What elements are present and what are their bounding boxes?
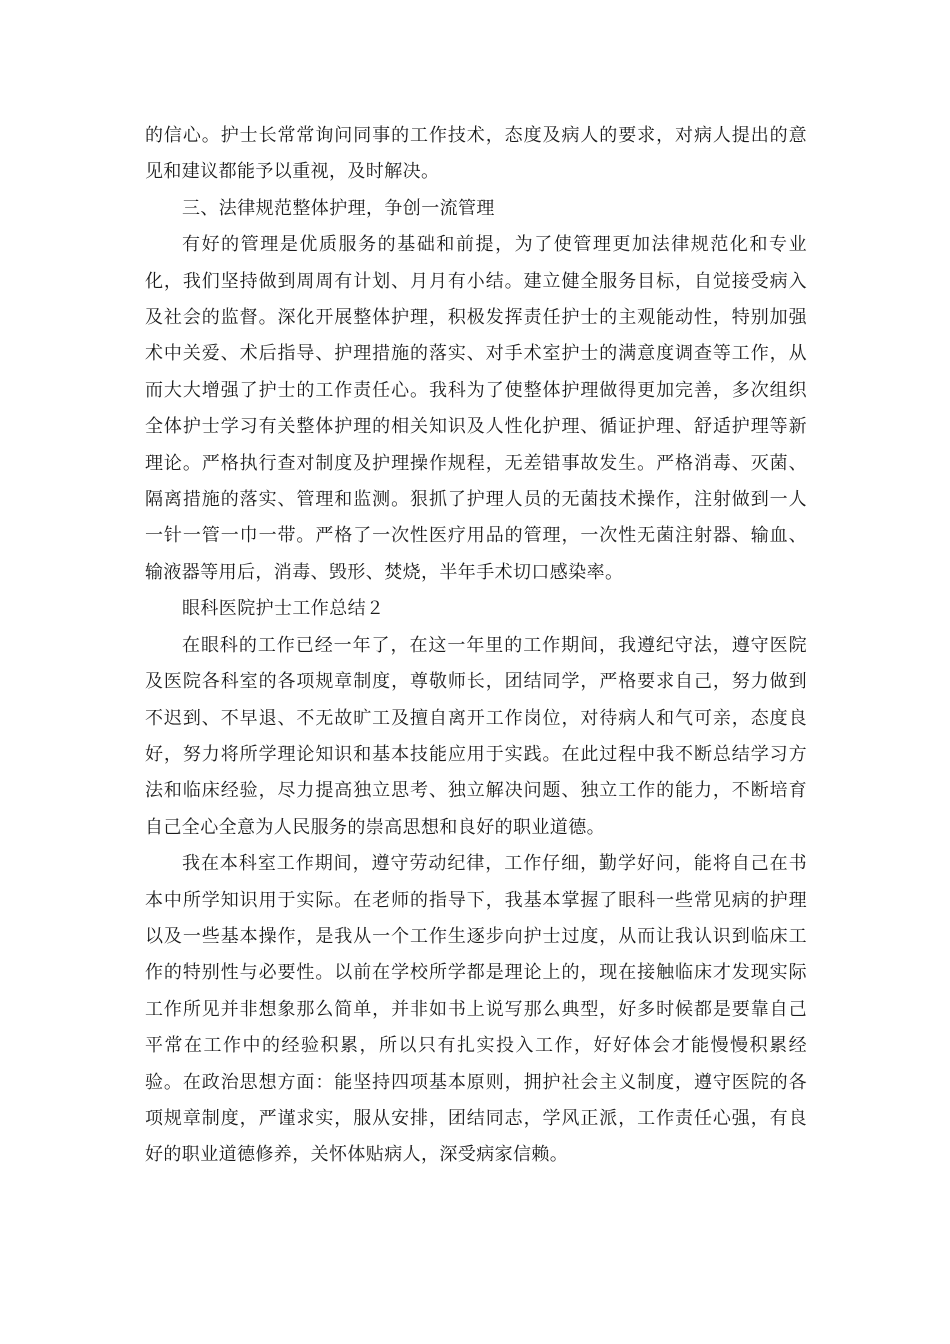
paragraph: 在眼科的工作已经一年了，在这一年里的工作期间，我遵纪守法，遵守医院及医院各科室的各项规章制度，尊敬师长，团结同学，严格要求自己，努力做到不迟到、不早退、不无故旷工及擅自离开工作岗位，对待病人和气可亲，态度良好，努力将所学理论知识和基本技能应用于实践。在此过程中我不断总结学习方法和临床经验，尽力提高独立思考、独立解决问题、独立工作的能力，不断培育自己全心全意为人民服务的崇高思想和良好的职业道德。 xyxy=(145,634,807,838)
document-body xyxy=(145,118,807,1174)
section-heading: 三、法律规范整体护理，争创一流管理 xyxy=(182,197,495,219)
paragraph-continued: 的信心。护士长常常询问同事的工作技术，态度及病人的要求，对病人提出的意见和建议都能予以重视，及时解决。 xyxy=(145,125,807,183)
paragraph: 有好的管理是优质服务的基础和前提，为了使管理更加法律规范化和专业化，我们坚持做到周周有计划、月月有小结。建立健全服务目标，自觉接受病入及社会的监督。深化开展整体护理，积极发挥责任护士的主观能动性，特别加强术中关爱、术后指导、护理措施的落实、对手术室护士的满意度调查等工作，从而大大增强了护士的工作责任心。我科为了使整体护理做得更加完善，多次组织全体护士学习有关整体护理的相关知识及人性化护理、循证护理、舒适护理等新理论。严格执行查对制度及护理操作规程，无差错事故发生。严格消毒、灭菌、隔离措施的落实、管理和监测。狠抓了护理人员的无菌技术操作，注射做到一人一针一管一巾一带。严格了一次性医疗用品的管理，一次性无菌注射器、输血、输液器等用后，消毒、毁形、焚烧，半年手术切口感染率。 xyxy=(145,234,807,583)
document-title: 眼科医院护士工作总结２ xyxy=(182,598,385,620)
paragraph: 我在本科室工作期间，遵守劳动纪律，工作仔细，勤学好问，能将自己在书本中所学知识用于实际。在老师的指导下，我基本掌握了眼科一些常见病的护理以及一些基本操作，是我从一个工作生逐步向护士过度，从而让我认识到临床工作的特别性与必要性。以前在学校所学都是理论上的，现在接触临床才发现实际工作所见并非想象那么简单，并非如书上说写那么典型，好多时候都是要靠自己平常在工作中的经验积累，所以只有扎实投入工作，好好体会才能慢慢积累经验。在政治思想方面：能坚持四项基本原则，拥护社会主义制度，遵守医院的各项规章制度，严谨求实，服从安排，团结同志，学风正派，工作责任心强，有良好的职业道德修养，关怀体贴病人，深受病家信赖。 xyxy=(145,853,807,1166)
